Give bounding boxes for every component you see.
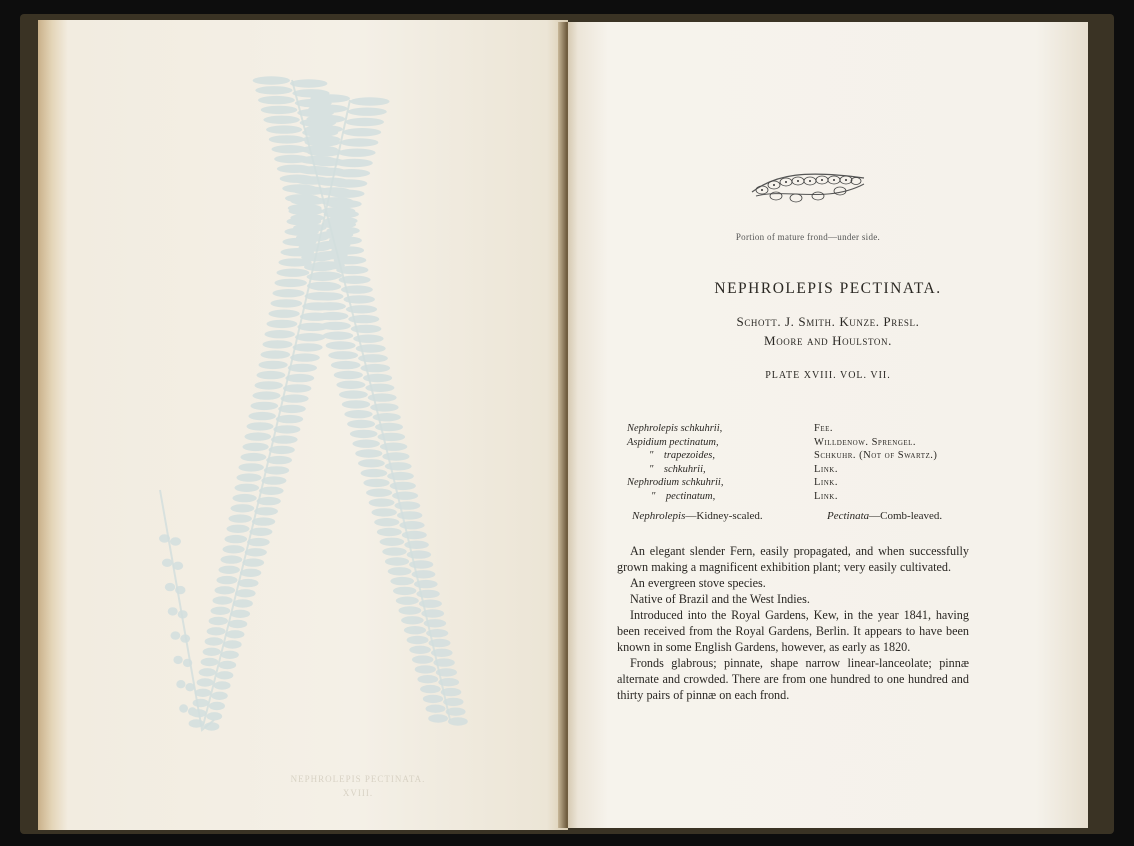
fern-pinna bbox=[343, 128, 381, 136]
synonym-name: " schkuhrii, bbox=[649, 463, 706, 475]
fern-pinna bbox=[329, 190, 365, 198]
fern-pinna bbox=[290, 197, 326, 205]
fern-pinna bbox=[292, 187, 328, 195]
fern-pinna bbox=[217, 576, 238, 584]
fern-pinna bbox=[253, 76, 290, 84]
fern-pinna bbox=[273, 289, 305, 297]
fern-pinna bbox=[269, 135, 305, 143]
fern-pinna bbox=[402, 531, 427, 539]
fern-pinna bbox=[183, 659, 192, 667]
fern-pinna bbox=[419, 600, 442, 608]
synonym-row bbox=[568, 449, 1088, 463]
fern-pinna bbox=[300, 313, 331, 321]
fern-pinna bbox=[443, 698, 463, 706]
fern-pinna bbox=[279, 258, 312, 266]
fern-pinna bbox=[278, 405, 306, 413]
fern-pinna bbox=[358, 354, 388, 362]
fern-pinna bbox=[306, 115, 345, 123]
synonym-name: Aspidium pectinatum, bbox=[627, 436, 719, 448]
fern-pinna bbox=[249, 528, 272, 536]
paragraph: Native of Brazil and the West Indies. bbox=[630, 592, 810, 606]
fern-pinna bbox=[438, 678, 459, 686]
fern-pinna bbox=[215, 586, 236, 594]
fern-pinna bbox=[283, 384, 311, 392]
fern-pinna bbox=[204, 722, 219, 730]
fern-pinna bbox=[209, 617, 228, 625]
fern-pinna bbox=[361, 364, 391, 372]
fern-pinna bbox=[295, 333, 325, 341]
fern-pinna bbox=[170, 537, 181, 545]
fern-pinna bbox=[431, 649, 453, 657]
fern-pinna bbox=[331, 361, 361, 369]
fern-pinna bbox=[305, 292, 337, 300]
fern-pinna bbox=[339, 390, 368, 398]
etymology-genus-term: Nephrolepis bbox=[632, 510, 686, 522]
fern-pinna bbox=[314, 251, 348, 259]
synonym-row bbox=[568, 422, 1088, 436]
synonym-authority: Link. bbox=[814, 477, 838, 488]
fern-pinna bbox=[393, 587, 416, 595]
fern-pinna bbox=[259, 487, 284, 495]
synonym-name: Nephrodium schkuhrii, bbox=[627, 477, 724, 488]
fern-pinna bbox=[175, 586, 185, 594]
paragraph: An evergreen stove species. bbox=[630, 576, 766, 590]
fern-pinna bbox=[436, 668, 457, 676]
fern-pinna bbox=[302, 135, 340, 143]
right-page bbox=[568, 22, 1088, 828]
fern-pinna bbox=[319, 231, 353, 239]
fern-pinna bbox=[267, 320, 298, 328]
fern-pinna bbox=[372, 508, 397, 516]
fern-pinna bbox=[189, 719, 204, 727]
fern-pinna bbox=[328, 351, 358, 359]
etymology-species-meaning: —Comb-leaved. bbox=[869, 510, 943, 522]
fern-pinna bbox=[199, 668, 216, 676]
fern-pinna bbox=[287, 217, 322, 225]
fern-pinna bbox=[387, 472, 414, 480]
fern-pinna bbox=[285, 374, 314, 382]
paragraph: Fronds glabrous; pinnate, shape narrow linear-lanceolate; pinnæ alternate and crowded. There are from one hundred to one hundred and thirty pairs of pinnæ on each frond. bbox=[617, 656, 969, 702]
fern-pinna bbox=[441, 688, 462, 696]
bleed-caption-line: XVIII. bbox=[342, 788, 374, 798]
fern-pinna bbox=[195, 689, 212, 697]
fern-pinna bbox=[214, 681, 231, 689]
fern-pinna bbox=[294, 176, 330, 184]
fern-pinna bbox=[370, 403, 398, 411]
fern-pinna bbox=[363, 374, 392, 382]
fern-pinna bbox=[346, 305, 377, 313]
fern-pinna bbox=[298, 156, 335, 164]
fern-pinna bbox=[261, 476, 286, 484]
fern-pinna bbox=[361, 469, 388, 477]
fern-pinna bbox=[269, 446, 295, 454]
authors-line: Moore and Houlston. bbox=[764, 333, 892, 348]
fern-pinna bbox=[366, 489, 392, 497]
fern-pinna bbox=[344, 295, 375, 303]
fern-pinna bbox=[203, 648, 221, 656]
fern-pinna bbox=[429, 639, 451, 647]
fern-pinna bbox=[390, 482, 416, 490]
fern-pinna bbox=[288, 364, 317, 372]
fern-pinna bbox=[165, 583, 175, 591]
fern-pinna bbox=[409, 646, 431, 654]
fern-pinna bbox=[213, 596, 233, 604]
fern-pinna bbox=[326, 341, 356, 349]
fern-pinna bbox=[331, 179, 367, 187]
fern-plate-bleedthrough bbox=[38, 20, 568, 830]
fern-pinna bbox=[243, 443, 269, 451]
fern-pinna bbox=[404, 541, 429, 549]
fern-pinna bbox=[257, 371, 286, 379]
synonyms-table bbox=[568, 422, 1088, 503]
fern-pinna bbox=[324, 210, 359, 218]
synonym-row bbox=[568, 490, 1088, 504]
fern-pinna bbox=[231, 504, 255, 512]
fern-pinna bbox=[342, 400, 370, 408]
fern-pinna bbox=[249, 412, 276, 420]
fern-pinna bbox=[290, 353, 320, 361]
fern-pinna bbox=[348, 108, 387, 116]
fern-pinna bbox=[254, 507, 278, 515]
fern-pinna bbox=[404, 626, 426, 634]
fern-pinna bbox=[176, 680, 185, 688]
fern-pinna bbox=[414, 580, 438, 588]
synonym-authority: Fee. bbox=[814, 423, 834, 434]
plate-volume: PLATE XVIII. VOL. VII. bbox=[765, 370, 891, 381]
fern-pinna bbox=[446, 708, 466, 716]
fern-pinna bbox=[290, 79, 327, 87]
etymology-species-term: Pectinata bbox=[827, 510, 870, 522]
fern-pinna bbox=[225, 535, 248, 543]
fern-pinna bbox=[173, 656, 182, 664]
fern-pinna bbox=[310, 94, 350, 102]
fern-pinna bbox=[211, 607, 231, 615]
fern-pinna bbox=[433, 658, 454, 666]
fern-pinna bbox=[281, 248, 315, 256]
bleedthrough-caption bbox=[268, 772, 448, 800]
fern-pinna bbox=[201, 658, 219, 666]
fern-pinna bbox=[355, 449, 382, 457]
fern-pinna bbox=[179, 704, 188, 712]
fern-pinna bbox=[385, 462, 412, 470]
fern-pinna bbox=[264, 466, 289, 474]
fern-pinna bbox=[159, 534, 170, 542]
fern-pinna bbox=[338, 149, 376, 157]
fern-pinna bbox=[374, 518, 399, 526]
fern-pinna bbox=[388, 567, 412, 575]
fern-pinna bbox=[385, 557, 409, 565]
fern-pinna bbox=[350, 97, 390, 105]
fern-pinna bbox=[252, 517, 275, 525]
fern-pinna bbox=[308, 105, 347, 113]
fern-pinna bbox=[285, 228, 319, 236]
fern-pinna bbox=[323, 332, 353, 340]
synonym-authority: Link. bbox=[814, 463, 838, 475]
fern-pinna bbox=[168, 607, 178, 615]
fern-pinna bbox=[377, 528, 402, 536]
fern-pinna bbox=[261, 350, 291, 358]
fern-pinna bbox=[229, 514, 252, 522]
fern-pinna bbox=[238, 579, 259, 587]
fern-pinna bbox=[266, 456, 292, 464]
fern-pinna bbox=[416, 590, 439, 598]
fern-pinna bbox=[423, 695, 443, 703]
fern-pinna bbox=[380, 443, 407, 451]
fern-pinna bbox=[235, 484, 260, 492]
fern-pinna bbox=[297, 323, 328, 331]
fern-pinna bbox=[309, 272, 342, 280]
fern-pinna bbox=[207, 627, 226, 635]
synonym-row bbox=[568, 463, 1088, 477]
fern-pinna bbox=[417, 675, 438, 683]
fern-pinna bbox=[382, 547, 406, 555]
fern-pinna bbox=[251, 402, 279, 410]
fern-pinna bbox=[263, 116, 299, 124]
fern-pinna bbox=[412, 655, 433, 663]
fern-pinna bbox=[235, 589, 256, 597]
fern-pinna bbox=[257, 497, 281, 505]
plate-title: NEPHROLEPIS PECTINATA. bbox=[714, 280, 942, 297]
bleed-caption-line: NEPHROLEPIS PECTINATA. bbox=[290, 774, 426, 784]
fern-pinna bbox=[193, 699, 209, 707]
fern-pinna bbox=[261, 106, 298, 114]
synonym-name: " trapezoides, bbox=[649, 450, 715, 461]
fern-pinna bbox=[221, 555, 243, 563]
fern-pinna bbox=[173, 562, 184, 570]
fern-pinna bbox=[368, 393, 397, 401]
fern-pinna bbox=[321, 220, 356, 228]
fern-pinna bbox=[185, 683, 194, 691]
fern-pinna bbox=[237, 473, 262, 481]
fern-pinna bbox=[341, 285, 373, 293]
fern-pinna bbox=[424, 619, 447, 627]
fern-pinna bbox=[344, 410, 372, 418]
fern-pinna bbox=[333, 169, 370, 177]
fern-pinna bbox=[340, 138, 378, 146]
fern-pinna bbox=[265, 330, 295, 338]
fern-pinna bbox=[401, 616, 424, 624]
fern-pinna bbox=[336, 381, 365, 389]
description-body bbox=[617, 543, 969, 703]
fern-pinna bbox=[253, 391, 281, 399]
fern-pinna bbox=[223, 545, 245, 553]
fern-pinna bbox=[283, 238, 317, 246]
fern-pinna bbox=[407, 550, 431, 558]
frond-illustration bbox=[746, 170, 870, 210]
fern-pinna bbox=[363, 479, 389, 487]
fern-pinna bbox=[345, 118, 384, 126]
fern-pinna bbox=[230, 610, 250, 618]
fern-pinna bbox=[255, 381, 283, 389]
fern-pinna bbox=[162, 559, 173, 567]
fern-pinna bbox=[395, 501, 421, 509]
fern-pinna bbox=[334, 371, 363, 379]
left-page bbox=[38, 20, 568, 830]
fern-pinna bbox=[241, 453, 267, 461]
etymology-genus-meaning: —Kidney-scaled. bbox=[685, 510, 763, 522]
fern-pinna bbox=[247, 538, 270, 546]
fern-pinna bbox=[307, 282, 339, 290]
fern-pinna bbox=[296, 166, 333, 174]
fern-pinna bbox=[397, 511, 422, 519]
fern-pinna bbox=[380, 538, 405, 546]
fern-pinna bbox=[302, 302, 334, 310]
fern-pinna bbox=[180, 634, 190, 642]
fern-pinna bbox=[351, 325, 382, 333]
fern-pinna bbox=[281, 394, 309, 402]
fern-pinna bbox=[228, 620, 247, 628]
fern-pinna bbox=[378, 433, 406, 441]
fern-pinna bbox=[448, 717, 468, 725]
fern-pinna bbox=[219, 566, 240, 574]
frond-caption: Portion of mature frond—under side. bbox=[735, 232, 881, 242]
fern-pinna bbox=[409, 560, 433, 568]
fern-pinna bbox=[392, 492, 418, 500]
fern-pinna bbox=[304, 125, 342, 133]
fern-pinna bbox=[365, 384, 394, 392]
fern-pinna bbox=[289, 207, 324, 215]
synonym-authority: Willdenow. Sprengel. bbox=[814, 436, 917, 448]
fern-pinna bbox=[426, 705, 446, 713]
fern-pinna bbox=[233, 494, 257, 502]
fern-pinna bbox=[269, 310, 300, 318]
fern-pinna bbox=[259, 361, 288, 369]
fern-pinna bbox=[271, 435, 298, 443]
fern-pinna bbox=[426, 629, 448, 637]
fern-pinna bbox=[317, 241, 351, 249]
authors-line: Schott. J. Smith. Kunze. Presl. bbox=[736, 314, 920, 329]
synonym-name: " pectinatum, bbox=[651, 490, 716, 502]
fern-pinna bbox=[205, 637, 224, 645]
synonym-name: Nephrolepis schkuhrii, bbox=[627, 423, 723, 434]
synonym-row bbox=[568, 476, 1088, 490]
fern-pinna bbox=[242, 558, 264, 566]
fern-pinna bbox=[428, 714, 448, 722]
fern-pinna bbox=[390, 577, 414, 585]
fern-pinna bbox=[407, 636, 429, 644]
etymology-species bbox=[827, 510, 942, 522]
synonym-row bbox=[568, 436, 1088, 450]
fern-pinna bbox=[421, 609, 444, 617]
etymology-genus bbox=[632, 510, 763, 522]
fern-pinna bbox=[347, 420, 375, 428]
fern-pinna bbox=[293, 343, 323, 351]
fern-pinna bbox=[211, 692, 228, 700]
fern-pinna bbox=[312, 261, 345, 269]
fern-pinna bbox=[420, 685, 441, 693]
fern-pinna bbox=[326, 200, 362, 208]
fern-pinna bbox=[339, 276, 371, 284]
fern-pinna bbox=[178, 610, 188, 618]
fern-pinna bbox=[239, 463, 264, 471]
fern-pinna bbox=[396, 597, 419, 605]
synonym-authority: Link. bbox=[814, 490, 838, 502]
fern-pinna bbox=[233, 599, 253, 607]
paragraph: Introduced into the Royal Gardens, Kew, in the year 1841, having been received from the Royal Gardens, Berlin. It appears to have been known in some English Gardens, however, as early as 1820. bbox=[617, 608, 969, 654]
fern-pinna bbox=[218, 661, 236, 669]
fern-pinna bbox=[188, 707, 197, 715]
authors-block bbox=[628, 312, 1028, 350]
fern-pinna bbox=[412, 570, 436, 578]
fern-pinna bbox=[206, 712, 222, 720]
synonym-authority: Schkuhr. (Not of Swartz.) bbox=[814, 450, 938, 461]
fern-pinna bbox=[266, 125, 302, 133]
fern-pinna bbox=[358, 459, 385, 467]
fern-pinna bbox=[221, 651, 239, 659]
fern-pinna bbox=[336, 159, 373, 167]
fern-pinna bbox=[275, 279, 307, 287]
fern-pinna bbox=[382, 452, 409, 460]
fern-pinna bbox=[350, 430, 378, 438]
fern-pinna bbox=[353, 440, 380, 448]
fern-pinna bbox=[227, 525, 250, 533]
fern-pinna bbox=[369, 498, 395, 506]
fern-pinna bbox=[263, 340, 293, 348]
fern-pinna bbox=[353, 335, 383, 343]
fern-pinna bbox=[216, 671, 233, 679]
fern-pinna bbox=[415, 665, 436, 673]
fern-pinna bbox=[375, 423, 403, 431]
fern-pinna bbox=[271, 299, 303, 307]
fern-pinna bbox=[171, 631, 181, 639]
fern-pinna bbox=[277, 269, 310, 277]
fern-pinna bbox=[226, 630, 245, 638]
fern-pinna bbox=[245, 432, 272, 440]
paragraph: An elegant slender Fern, easily propagated, and when successfully grown making a magnificent exhibition plant; very easily cultivated. bbox=[617, 544, 969, 574]
fern-pinna bbox=[247, 422, 274, 430]
fern-pinna bbox=[223, 640, 242, 648]
fern-pinna bbox=[245, 548, 267, 556]
fern-pinna bbox=[273, 425, 300, 433]
fern-pinna bbox=[300, 146, 338, 154]
fern-pinna bbox=[373, 413, 401, 421]
fern-pinna bbox=[356, 344, 386, 352]
fern-pinna bbox=[240, 569, 261, 577]
fern-pinna bbox=[258, 96, 295, 104]
fern-pinna bbox=[399, 521, 424, 529]
fern-pinna bbox=[348, 315, 379, 323]
fern-pinna bbox=[209, 702, 225, 710]
fern-pinna bbox=[399, 606, 422, 614]
fern-pinna bbox=[255, 86, 292, 94]
fern-pinna bbox=[197, 678, 214, 686]
fern-pinna bbox=[276, 415, 303, 423]
